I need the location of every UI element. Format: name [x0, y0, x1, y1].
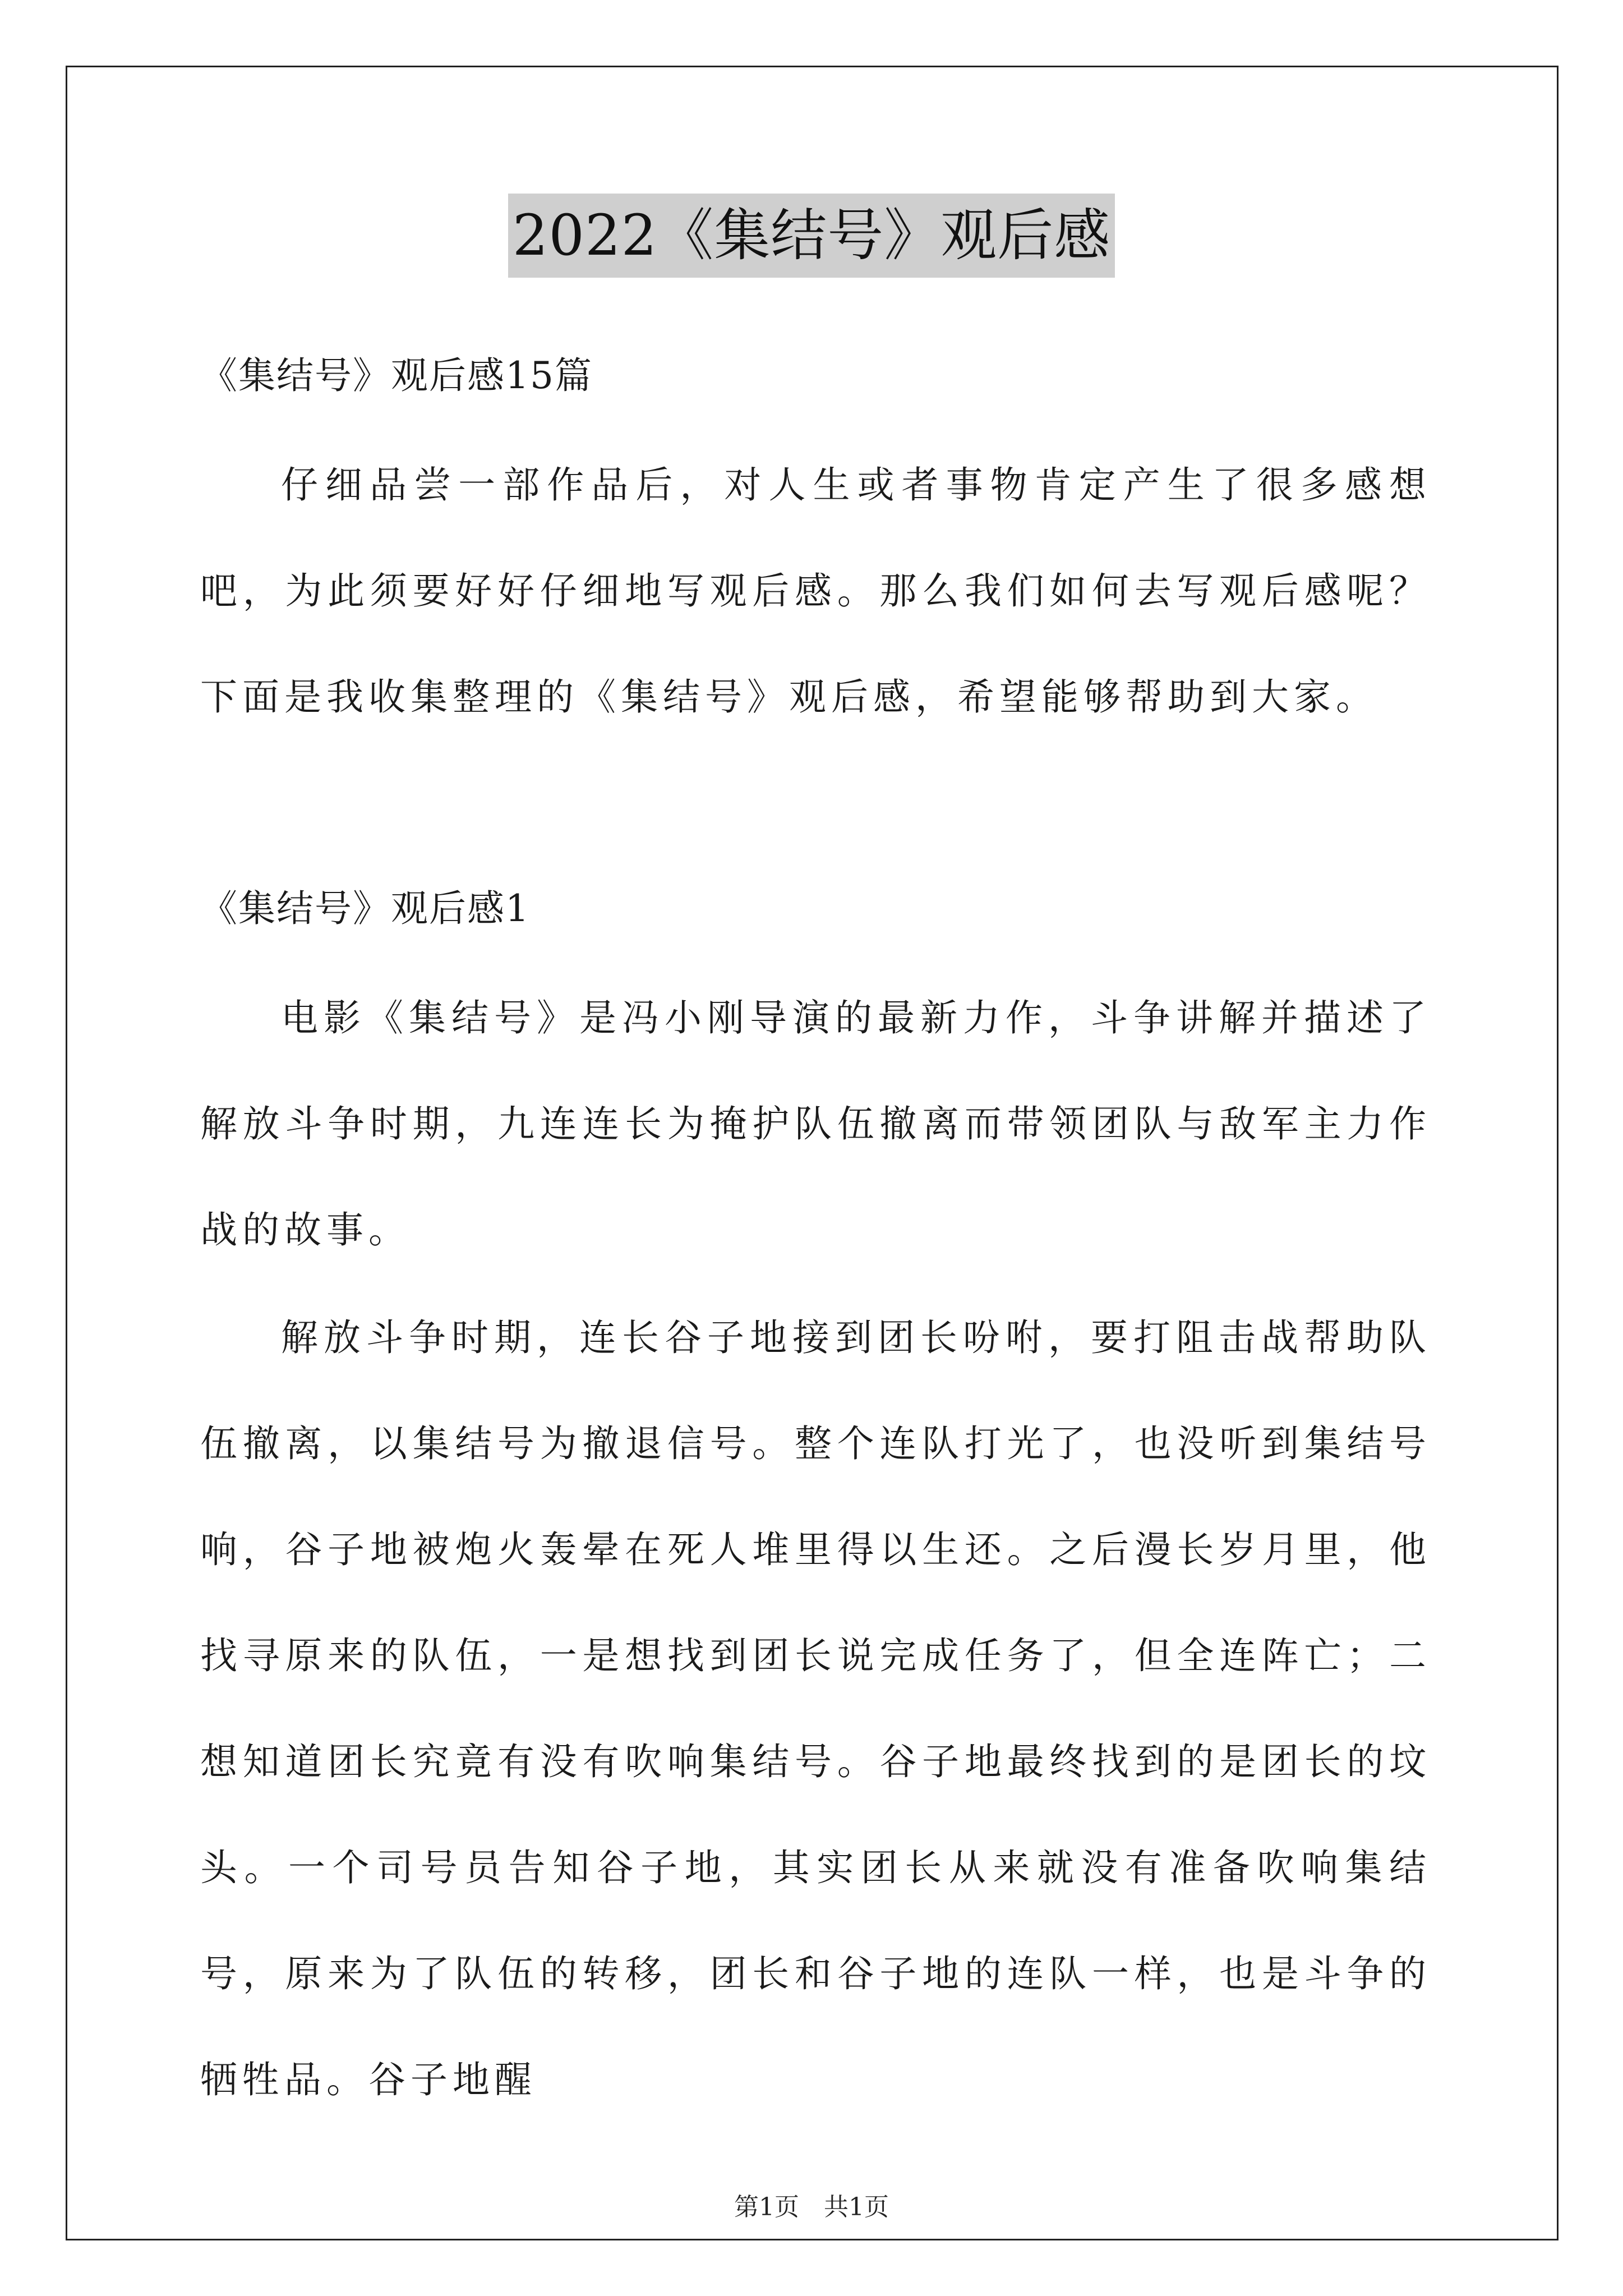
section-heading: 《集结号》观后感1: [200, 887, 530, 930]
body-paragraph: 电影《集结号》是冯小刚导演的最新力作，斗争讲解并描述了解放斗争时期，九连连长为掩护队伍撤离而带领团队与敌军主力作战的故事。: [200, 996, 1431, 1251]
intro-paragraph: 仔细品尝一部作品后，对人生或者事物肯定产生了很多感想吧，为此须要好好仔细地写观后感。那么我们如何去写观后感呢？下面是我收集整理的《集结号》观后感，希望能够帮助到大家。: [200, 463, 1431, 719]
document-subtitle: 《集结号》观后感15篇: [200, 354, 593, 397]
body-paragraph: 解放斗争时期，连长谷子地接到团长吩咐，要打阻击战帮助队伍撤离，以集结号为撤退信号。整个连队打光了，也没听到集结号响，谷子地被炮火轰晕在死人堆里得以生还。之后漫长岁月里，他找寻原来的队伍，一是想找到团长说完成任务了，但全连阵亡；二想知道团长究竟有没有吹响集结号。谷子地最终找到的是团长的坟头。一个司号员告知谷子地，其实团长从来就没有准备吹响集结号，原来为了队伍的转移，团长和谷子地的连队一样，也是斗争的牺牲品。谷子地醒: [200, 1316, 1431, 2101]
page-footer: 第1页 共1页: [734, 2193, 889, 2221]
document-title: 2022《集结号》观后感: [508, 194, 1115, 278]
title-container: [0, 194, 1623, 278]
